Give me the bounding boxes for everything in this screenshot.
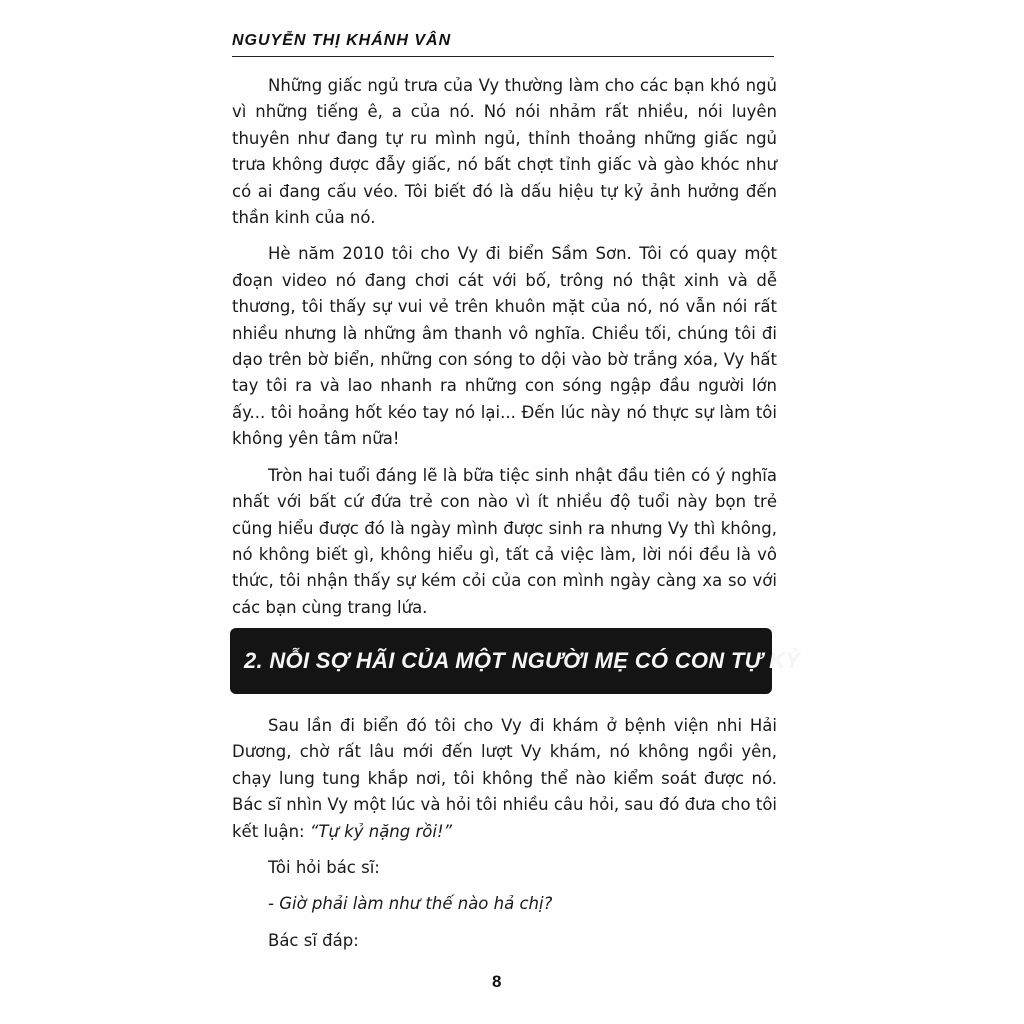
- section-heading: 2. NỖI SỢ HÃI CỦA MỘT NGƯỜI MẸ CÓ CON TỰ KỶ: [244, 648, 801, 673]
- line-question: - Giờ phải làm như thế nào hả chị?: [268, 894, 553, 914]
- page-number: 8: [492, 972, 502, 991]
- paragraph-hospital-visit: [232, 713, 777, 845]
- paragraph-nap-time: Những giấc ngủ trưa của Vy thường làm cho các bạn khó ngủ vì những tiếng ê, a của nó. Nó nói nhảm rất nhiều, nói luyên thuyên như đang tự ru mình ngủ, thỉnh thoảng những giấc ngủ trưa không được đẫy giấc, nó bất chợt tỉnh giấc và gào khóc như có ai đang cấu véo. Tôi biết đó là dấu hiệu tự kỷ ảnh hưởng đến thần kinh của nó.: [232, 76, 777, 228]
- running-header-author: NGUYỄN THỊ KHÁNH VÂN: [232, 32, 452, 49]
- body-text-bottom: [232, 713, 777, 964]
- diagnosis-quote: “Tự kỷ nặng rồi!”: [309, 821, 453, 841]
- body-text-top: [232, 73, 777, 631]
- paragraph-beach-trip: Hè năm 2010 tôi cho Vy đi biển Sầm Sơn. Tôi có quay một đoạn video nó đang chơi cát với bố, trông nó thật xinh và dễ thương, tôi thấy sự vui vẻ trên khuôn mặt của nó, nó vẫn nói rất nhiều nhưng là những âm thanh vô nghĩa. Chiều tối, chúng tôi đi dạo trên bờ biển, những con sóng to dội vào bờ trắng xóa, Vy hất tay tôi ra và lao nhanh ra những con sóng ngập đầu người lớn ấy... tôi hoảng hốt kéo tay nó lại... Đến lúc này nó thực sự làm tôi không yên tâm nữa!: [232, 244, 777, 449]
- paragraph-second-birthday: Tròn hai tuổi đáng lẽ là bữa tiệc sinh nhật đầu tiên có ý nghĩa nhất với bất cứ đứa trẻ con nào vì ít nhiều độ tuổi này bọn trẻ cũng hiểu được đó là ngày mình được sinh ra nhưng Vy thì không, nó không biết gì, không hiểu gì, tất cả việc làm, lời nói đều là vô thức, tôi nhận thấy sự kém cỏi của con mình ngày càng xa so với các bạn cùng trang lứa.: [232, 465, 777, 617]
- line-doctor-answer: Bác sĩ đáp:: [268, 930, 359, 950]
- line-ask-doctor: Tôi hỏi bác sĩ:: [268, 858, 380, 878]
- hospital-visit-text: Sau lần đi biển đó tôi cho Vy đi khám ở bệnh viện nhi Hải Dương, chờ rất lâu mới đến lượt Vy khám, nó không ngồi yên, chạy lung tung khắp nơi, tôi không thể nào kiểm soát được nó. Bác sĩ nhìn Vy một lúc và hỏi tôi nhiều câu hỏi, sau đó đưa cho tôi kết luận:: [232, 716, 777, 841]
- header-rule: [232, 56, 774, 57]
